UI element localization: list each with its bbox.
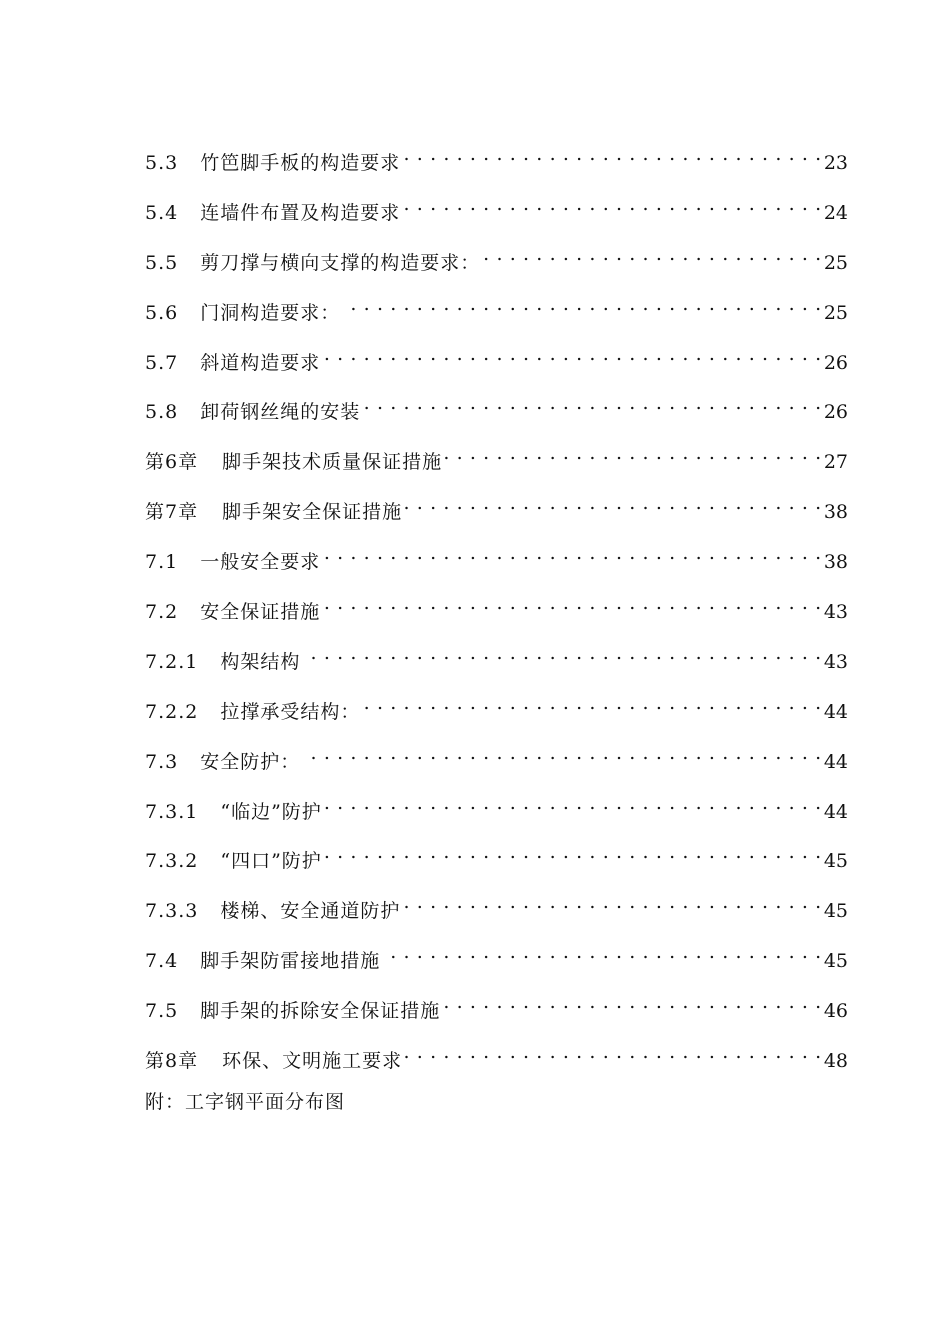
toc-entry-number: 7.2 xyxy=(145,601,179,624)
toc-entry[interactable] xyxy=(145,189,848,239)
toc-entry-page: 38 xyxy=(823,551,848,574)
toc-entry-page: 26 xyxy=(823,401,848,424)
dot-leader xyxy=(402,139,822,169)
toc-entry-title: 脚手架技术质量保证措施 xyxy=(222,451,443,474)
dot-leader xyxy=(324,788,822,818)
dot-leader xyxy=(302,738,822,768)
toc-entry[interactable] xyxy=(145,837,848,887)
toc-entry-title: 楼梯、安全通道防护 xyxy=(220,900,401,923)
toc-entry[interactable] xyxy=(145,1037,848,1087)
toc-entry-title: 环保、文明施工要求 xyxy=(222,1050,403,1073)
toc-entry[interactable] xyxy=(145,738,848,788)
toc-entry[interactable] xyxy=(145,488,848,538)
toc-entry[interactable] xyxy=(145,638,848,688)
dot-leader xyxy=(322,538,822,568)
toc-entry[interactable] xyxy=(145,588,848,638)
toc-entry-page: 25 xyxy=(823,301,848,324)
toc-entry-page: 38 xyxy=(823,501,848,524)
toc-entry[interactable] xyxy=(145,239,848,289)
toc-entry[interactable] xyxy=(145,438,848,488)
toc-entry[interactable] xyxy=(145,339,848,389)
toc-entry-page: 23 xyxy=(823,152,848,174)
dot-leader xyxy=(402,887,821,917)
toc-entry-page: 45 xyxy=(823,950,848,973)
toc-entry-number: 7.5 xyxy=(145,1000,179,1023)
dot-leader xyxy=(402,189,822,219)
toc-entry-title: 脚手架安全保证措施 xyxy=(222,501,403,524)
toc-entry-page: 44 xyxy=(823,700,848,723)
toc-entry[interactable] xyxy=(145,887,848,937)
toc-entry[interactable] xyxy=(145,987,848,1037)
toc-entry-page: 43 xyxy=(823,601,848,624)
toc-entry-title: 一般安全要求 xyxy=(200,551,321,574)
dot-leader xyxy=(342,289,822,319)
table-of-contents xyxy=(145,139,848,1137)
toc-entry-number: 5.5 xyxy=(145,251,179,274)
dot-leader xyxy=(444,438,822,468)
toc-entry-page: 26 xyxy=(823,351,848,374)
dot-leader xyxy=(404,488,822,518)
toc-entry-number: 7.4 xyxy=(145,950,179,973)
toc-entry-title: 剪刀撑与横向支撑的构造要求： xyxy=(200,251,481,274)
toc-entry-title: 安全保证措施 xyxy=(200,601,321,624)
toc-entry[interactable] xyxy=(145,538,848,588)
dot-leader xyxy=(442,987,822,1017)
toc-entry[interactable] xyxy=(145,139,848,189)
toc-entry-page: 43 xyxy=(823,650,848,673)
toc-entry-title: 拉撑承受结构： xyxy=(220,700,361,723)
toc-entry-number: 7.3.1 xyxy=(145,800,199,823)
toc-entry-number: 7.3 xyxy=(145,750,179,773)
dot-leader xyxy=(382,937,822,967)
toc-appendix[interactable] xyxy=(145,1087,848,1137)
toc-entry-title: 连墙件布置及构造要求 xyxy=(200,201,401,224)
toc-entry[interactable] xyxy=(145,788,848,838)
toc-entry-page: 27 xyxy=(823,451,848,474)
toc-entry-number: 5.8 xyxy=(145,401,179,424)
toc-entry-page: 45 xyxy=(823,900,848,923)
toc-entry-number: 7.2.2 xyxy=(145,700,199,723)
toc-entry-title: 竹笆脚手板的构造要求 xyxy=(200,152,401,174)
toc-entry-number: 5.7 xyxy=(145,351,179,374)
dot-leader xyxy=(404,1037,822,1067)
toc-entry-page: 46 xyxy=(823,1000,848,1023)
toc-entry-number: 7.1 xyxy=(145,551,179,574)
toc-entry-number: 第8章 xyxy=(145,1050,199,1073)
toc-entry[interactable] xyxy=(145,289,848,339)
toc-entry-number: 5.4 xyxy=(145,201,179,224)
toc-entry[interactable] xyxy=(145,937,848,987)
toc-appendix-title: 附：工字钢平面分布图 xyxy=(145,1090,346,1113)
dot-leader xyxy=(482,239,822,269)
toc-entry-page: 44 xyxy=(823,800,848,823)
dot-leader xyxy=(362,688,821,718)
dot-leader xyxy=(324,837,822,867)
toc-entry-number: 7.3.3 xyxy=(145,900,199,923)
toc-entry-title: 安全防护： xyxy=(200,750,301,773)
toc-entry-number: 第6章 xyxy=(145,451,199,474)
toc-entry-title: 脚手架防雷接地措施 xyxy=(200,950,381,973)
toc-entry-number: 第7章 xyxy=(145,501,199,524)
toc-entry-number: 7.2.1 xyxy=(145,650,199,673)
toc-entry-title: “四口”防护 xyxy=(220,850,322,873)
toc-entry-number: 7.3.2 xyxy=(145,850,199,873)
toc-entry-title: 构架结构 xyxy=(220,650,301,673)
toc-entry-number: 5.3 xyxy=(145,152,179,174)
toc-entry-page: 24 xyxy=(823,201,848,224)
toc-entry-number: 5.6 xyxy=(145,301,179,324)
dot-leader xyxy=(302,638,821,668)
dot-leader xyxy=(322,339,822,369)
toc-entry-page: 45 xyxy=(823,850,848,873)
toc-entry[interactable] xyxy=(145,388,848,438)
toc-entry-title: 卸荷钢丝绳的安装 xyxy=(200,401,361,424)
toc-entry[interactable] xyxy=(145,688,848,738)
toc-entry-page: 44 xyxy=(823,750,848,773)
dot-leader xyxy=(322,588,822,618)
toc-entry-title: “临边”防护 xyxy=(220,800,322,823)
toc-entry-title: 门洞构造要求： xyxy=(200,301,341,324)
toc-entry-title: 脚手架的拆除安全保证措施 xyxy=(200,1000,441,1023)
toc-entry-page: 25 xyxy=(823,251,848,274)
dot-leader xyxy=(362,388,822,418)
toc-entry-page: 48 xyxy=(823,1050,848,1073)
toc-entry-title: 斜道构造要求 xyxy=(200,351,321,374)
